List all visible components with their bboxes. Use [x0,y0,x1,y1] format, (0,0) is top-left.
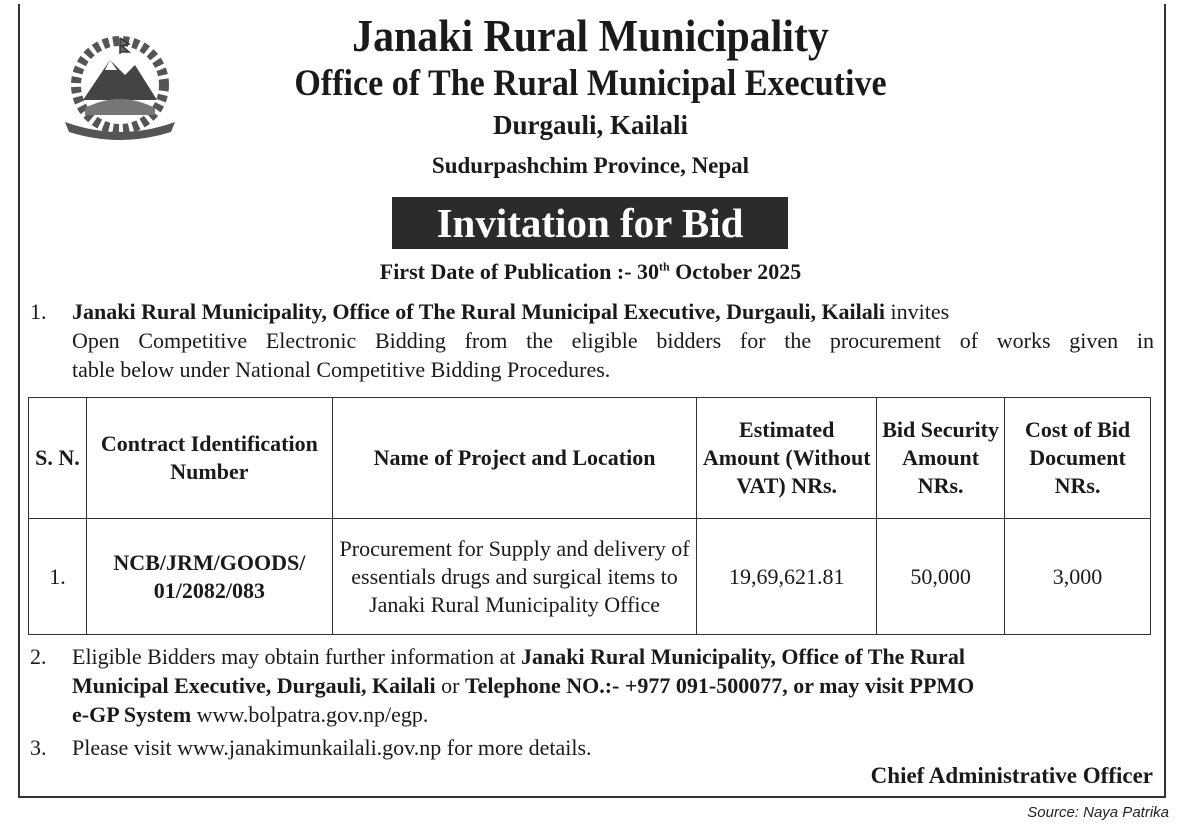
paragraph-line [72,673,1154,699]
header-contract-id: Contract Identification Number [86,398,332,519]
cell-bid-security: 50,000 [877,519,1005,635]
notice-title-banner: Invitation for Bid [392,197,788,249]
paragraph-line: Please visit www.janakimunkailali.gov.np for more details. [72,735,592,760]
plain-text: Eligible Bidders may obtain further information at [72,644,522,669]
location-text: Durgauli, Kailali [492,110,689,140]
paragraph-line [72,644,1154,670]
paragraph-line: Open Competitive Electronic Bidding from the eligible bidders for the procurement of works given in [72,328,1154,353]
signature-title: Chief Administrative Officer [870,763,1153,788]
paragraph-line [72,702,1154,728]
cell-contract-id: NCB/JRM/GOODS/ 01/2082/083 [86,519,332,635]
date-month-year: October 2025 [669,259,802,284]
date-suffix-sup: th [658,259,670,274]
plain-text: www.bolpatra.gov.np/egp. [191,702,429,727]
bold-text: Janaki Rural Municipality, Office of The Rural Municipal Executive, Durgauli, Kailali [72,299,886,324]
paragraph-1 [30,299,1154,389]
municipality-title: Janaki Rural Municipality [352,11,829,61]
item-number: 2. [30,644,47,669]
bold-text: Janaki Rural Municipality, Office of The Rural [521,644,965,669]
bid-table [28,397,1151,635]
cell-project: Procurement for Supply and delivery of essentials drugs and surgical items to Janaki Rural Municipality Office [332,519,696,635]
item-number: 3. [30,735,47,760]
header-estimated-amount: Estimated Amount (Without VAT) NRs. [697,398,877,519]
table-row [29,519,1151,635]
paragraph-2 [30,644,1154,734]
source-credit: Source: Naya Patrika [1027,804,1169,821]
publication-date [0,259,1181,285]
bold-text: e-GP System [72,702,192,727]
item-number: 1. [30,299,47,324]
date-prefix: First Date of Publication :- 30 [379,259,659,284]
header-bid-security: Bid Security Amount NRs. [877,398,1005,519]
plain-text: or [435,673,465,698]
office-subtitle: Office of The Rural Municipal Executive [294,63,887,104]
header-doc-cost: Cost of Bid Document NRs. [1005,398,1151,519]
table-header-row [29,398,1151,519]
header-sn: S. N. [29,398,87,519]
cell-sn: 1. [29,519,87,635]
paragraph-line [72,299,1154,325]
plain-text: invites [885,299,950,324]
paragraph-line: table below under National Competitive Bidding Procedures. [72,357,611,382]
province-text: Sudurpashchim Province, Nepal [431,153,750,178]
cell-estimated-amount: 19,69,621.81 [697,519,877,635]
bold-text: Municipal Executive, Durgauli, Kailali [72,673,436,698]
paragraph-3 [30,735,1154,765]
cell-doc-cost: 3,000 [1005,519,1151,635]
header-project: Name of Project and Location [332,398,696,519]
bold-text: Telephone NO.:- +977 091-500077, or may visit PPMO [464,673,975,698]
